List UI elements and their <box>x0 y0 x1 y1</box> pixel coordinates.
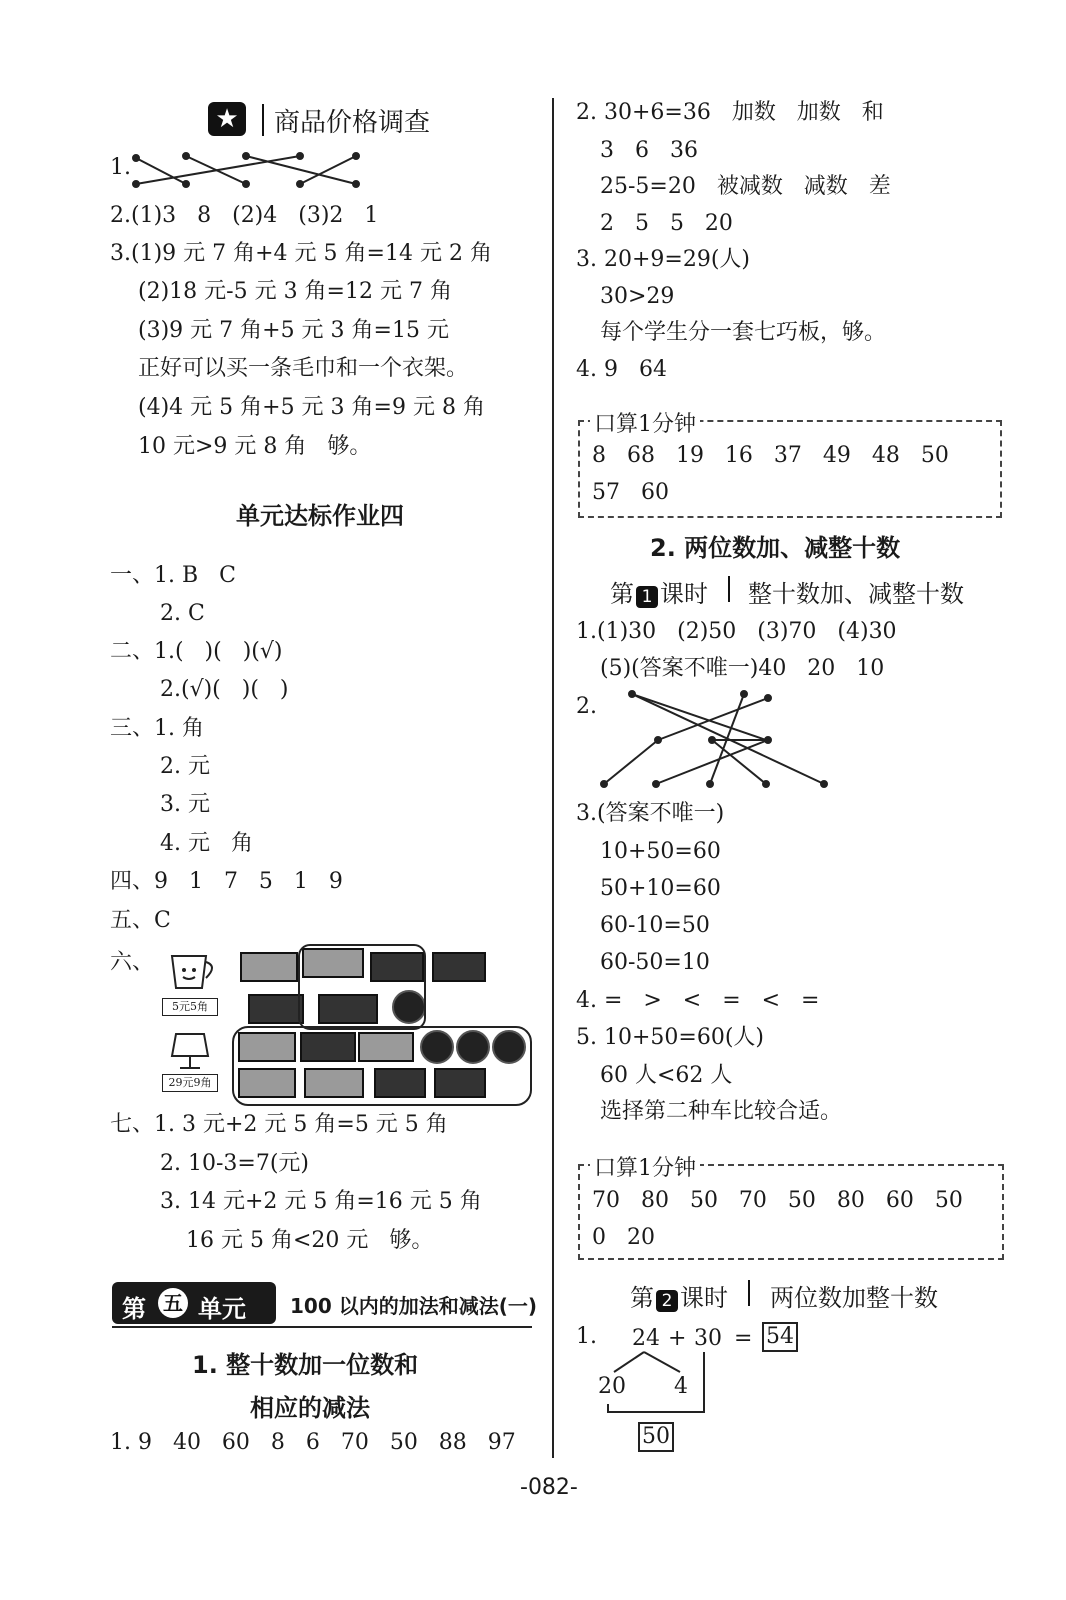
l1-q1a: 1.(1)30 (2)50 (3)70 (4)30 <box>576 619 897 644</box>
matching-lines-2 <box>596 686 836 794</box>
l1-q5b: 60 人<62 人 <box>600 1063 733 1088</box>
l1-q3c: 50+10=60 <box>600 876 721 901</box>
l1-q3a: 3.(答案不唯一) <box>576 801 725 826</box>
q3-line4: 正好可以买一条毛巾和一个衣架。 <box>138 356 469 381</box>
lesson2-heading <box>630 1278 728 1313</box>
grouping-outline <box>232 1026 532 1106</box>
section-title-price-survey: 商品价格调查 <box>274 108 431 138</box>
lesson1-divider <box>728 576 730 602</box>
unit5-title: 100 以内的加法和减法(一) <box>290 1294 537 1318</box>
u1b: 2. C <box>160 601 205 626</box>
unit4-title: 单元达标作业四 <box>236 502 404 530</box>
unit-banner <box>112 1282 276 1324</box>
page-number: -082- <box>520 1475 578 1500</box>
l1-q5a: 5. 10+50=60(人) <box>576 1025 764 1050</box>
banner-pre: 第 <box>122 1295 146 1323</box>
q3-line5: (4)4 元 5 角+5 元 3 角=9 元 8 角 <box>138 395 485 420</box>
sec1-title-b: 相应的减法 <box>250 1394 370 1422</box>
q3-line1: 3.(1)9 元 7 角+4 元 5 角=14 元 2 角 <box>110 241 492 266</box>
u5: 五、C <box>110 908 171 933</box>
oral-calc-label-2: 口算1分钟 <box>590 1151 700 1182</box>
u7a: 七、1. 3 元+2 元 5 角=5 元 5 角 <box>110 1112 448 1137</box>
oral1-row1: 8 68 19 16 37 49 48 50 <box>592 443 949 468</box>
banknote <box>240 952 298 982</box>
r2c: 25-5=20 被减数 减数 差 <box>600 174 891 199</box>
r2a: 2. 30+6=36 加数 加数 和 <box>576 100 884 125</box>
u7b: 2. 10-3=7(元) <box>160 1151 310 1176</box>
star-icon: ★ <box>208 102 246 136</box>
l2-sum-box <box>638 1422 674 1452</box>
q3-line2: (2)18 元-5 元 3 角=12 元 7 角 <box>138 279 452 304</box>
u2b: 2.(√)( )( ) <box>160 677 289 702</box>
l2-split-b: 4 <box>674 1374 688 1399</box>
lesson2-pre: 第 <box>630 1284 654 1312</box>
matching-lines-1 <box>128 148 368 188</box>
u3d: 4. 元 角 <box>160 831 253 856</box>
r2b: 3 6 36 <box>600 138 698 163</box>
l2-result-box <box>762 1322 798 1352</box>
lamp-icon <box>166 1030 216 1072</box>
l2-sum: 50 <box>638 1422 674 1452</box>
q2-answer: 2.(1)3 8 (2)4 (3)2 1 <box>110 203 379 228</box>
u3c: 3. 元 <box>160 792 210 817</box>
price-tag-lamp: 29元9角 <box>162 1074 218 1092</box>
r3b: 30>29 <box>600 284 675 309</box>
q3-line3: (3)9 元 7 角+5 元 3 角=15 元 <box>138 318 449 343</box>
sec1-q1: 1. 9 40 60 8 6 70 50 88 97 <box>110 1430 516 1455</box>
l1-q4: 4. = > < = < = <box>576 988 820 1013</box>
u7d: 16 元 5 角<20 元 够。 <box>186 1228 434 1253</box>
l1-q2-label: 2. <box>576 694 597 719</box>
l2-expr-a: 24 <box>632 1326 660 1351</box>
l1-q3e: 60-50=10 <box>600 950 710 975</box>
lesson1-heading <box>610 574 708 609</box>
lesson2-divider <box>748 1280 750 1306</box>
r3a: 3. 20+9=29(人) <box>576 247 751 272</box>
price-tag-cup: 5元5角 <box>162 998 218 1016</box>
banknote <box>248 994 304 1024</box>
u3a: 三、1. 角 <box>110 716 204 741</box>
banner-underline <box>112 1326 532 1328</box>
lesson1-pre: 第 <box>610 580 634 608</box>
l2-result: 54 <box>762 1322 798 1352</box>
oral-calc-label-1: 口算1分钟 <box>590 407 700 438</box>
l1-q5c: 选择第二种车比较合适。 <box>600 1099 843 1124</box>
sec2-title: 2. 两位数加、减整十数 <box>650 534 901 562</box>
u7c: 3. 14 元+2 元 5 角=16 元 5 角 <box>160 1189 482 1214</box>
cup-icon <box>166 948 222 992</box>
u4: 四、9 1 7 5 1 9 <box>110 869 343 894</box>
lesson1-title: 整十数加、减整十数 <box>748 580 964 608</box>
q1-label: 1. <box>110 155 131 180</box>
grouping-outline <box>298 944 426 1030</box>
lesson2-title: 两位数加整十数 <box>770 1284 938 1312</box>
q3-line6: 10 元>9 元 8 角 够。 <box>138 434 372 459</box>
sec1-title-a: 1. 整十数加一位数和 <box>192 1351 419 1379</box>
banknote <box>432 952 486 982</box>
oral2-row1: 70 80 50 70 50 80 60 50 <box>592 1188 963 1213</box>
u2a: 二、1.( )( )(√) <box>110 639 283 664</box>
l2-expr-b: 30 <box>694 1326 722 1351</box>
r3c: 每个学生分一套七巧板，够。 <box>600 320 887 345</box>
l1-q3d: 60-10=50 <box>600 913 710 938</box>
u1a: 一、1. B C <box>110 563 236 588</box>
r4: 4. 9 64 <box>576 357 667 382</box>
l2-expr-plus: + <box>668 1326 687 1351</box>
l1-q1b: (5)(答案不唯一)40 20 10 <box>600 656 885 681</box>
l1-q3b: 10+50=60 <box>600 839 721 864</box>
lesson1-number: 1 <box>636 586 658 608</box>
u6-label: 六、 <box>110 950 155 975</box>
lesson1-post: 课时 <box>660 580 708 608</box>
column-divider <box>552 98 554 1458</box>
lesson2-post: 课时 <box>680 1284 728 1312</box>
l2-split-a: 20 <box>598 1374 626 1399</box>
banner-post: 单元 <box>198 1295 246 1323</box>
u3b: 2. 元 <box>160 754 210 779</box>
banner-number: 五 <box>158 1288 188 1318</box>
oral1-row2: 57 60 <box>592 480 669 505</box>
oral2-row2: 0 20 <box>592 1225 655 1250</box>
lesson2-number: 2 <box>656 1290 678 1312</box>
title-bar-divider <box>262 104 264 136</box>
l2-q1-label: 1. <box>576 1324 597 1349</box>
l2-expr-eq: = <box>734 1326 753 1351</box>
r2d: 2 5 5 20 <box>600 211 733 236</box>
